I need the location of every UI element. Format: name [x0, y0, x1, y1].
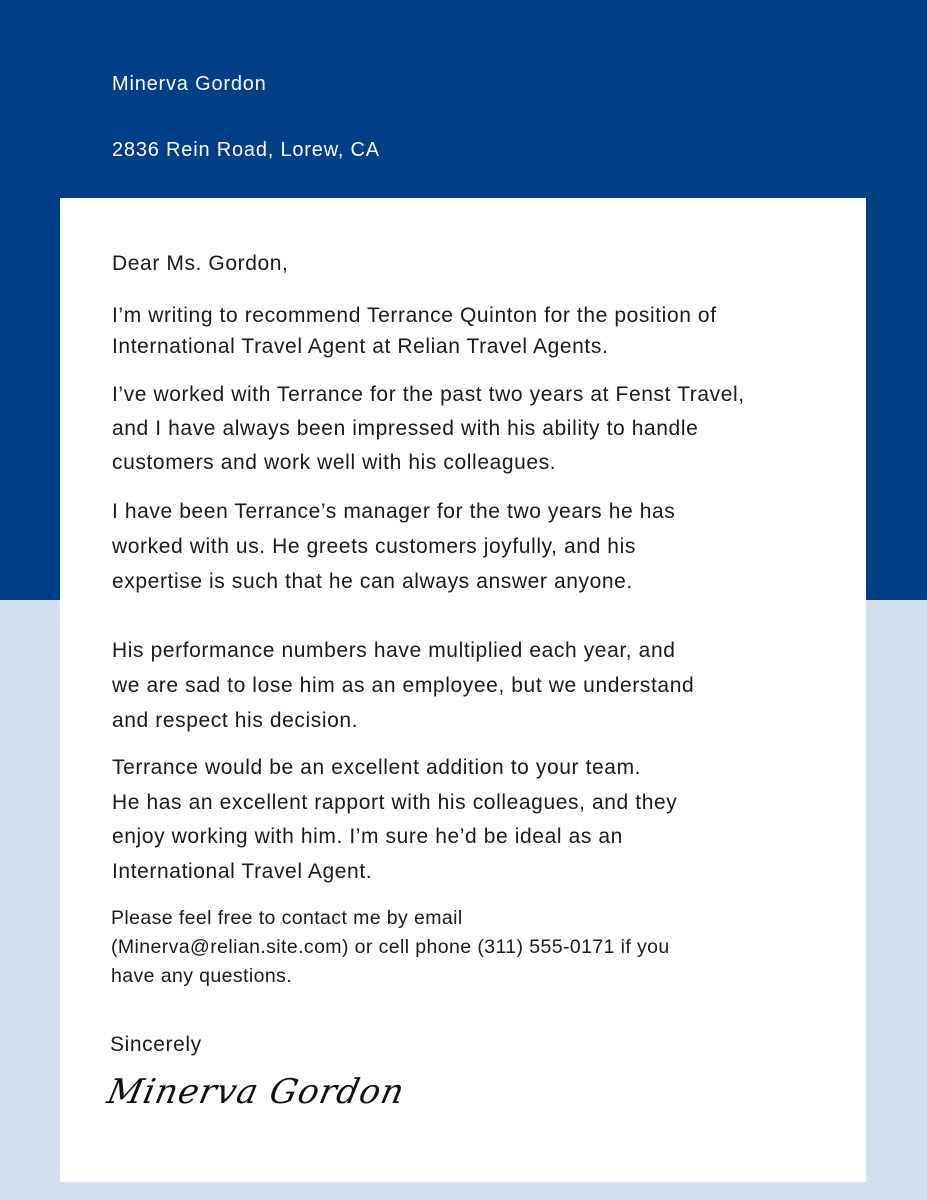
paragraph-line: International Travel Agent. — [112, 860, 373, 883]
paragraph-line: International Travel Agent at Relian Travel Agents. — [112, 335, 609, 358]
paragraph-line: I have been Terrance’s manager for the two years he has — [112, 500, 676, 523]
paragraph-line: He has an excellent rapport with his colleagues, and they — [112, 791, 678, 814]
paragraph-line: Please feel free to contact me by email — [111, 907, 463, 929]
paragraph-line: I’m writing to recommend Terrance Quinton for the position of — [112, 304, 717, 327]
closing: Sincerely — [110, 1033, 202, 1056]
paragraph-line: Terrance would be an excellent addition to your team. — [112, 756, 642, 779]
signature: Minerva Gordon — [103, 1072, 409, 1112]
paragraph-line: His performance numbers have multiplied each year, and — [112, 639, 676, 662]
paragraph-line: expertise is such that he can always answer anyone. — [112, 570, 633, 593]
paragraph-line: (Minerva@relian.site.com) or cell phone (311) 555-0171 if you — [111, 936, 670, 958]
paragraph-line: I’ve worked with Terrance for the past two years at Fenst Travel, — [112, 383, 745, 406]
greeting: Dear Ms. Gordon, — [112, 252, 289, 275]
paragraph-line: and respect his decision. — [112, 709, 359, 732]
paragraph-line: enjoy working with him. I’m sure he’d be ideal as an — [112, 825, 623, 848]
paragraph-line: and I have always been impressed with his ability to handle — [112, 417, 699, 440]
paragraph-line: customers and work well with his colleagues. — [112, 451, 557, 474]
sender-name: Minerva Gordon — [112, 73, 267, 95]
paragraph-line: have any questions. — [111, 965, 293, 987]
paragraph-line: worked with us. He greets customers joyfully, and his — [112, 535, 636, 558]
sender-address: 2836 Rein Road, Lorew, CA — [112, 139, 380, 161]
paragraph-line: we are sad to lose him as an employee, but we understand — [112, 674, 695, 697]
